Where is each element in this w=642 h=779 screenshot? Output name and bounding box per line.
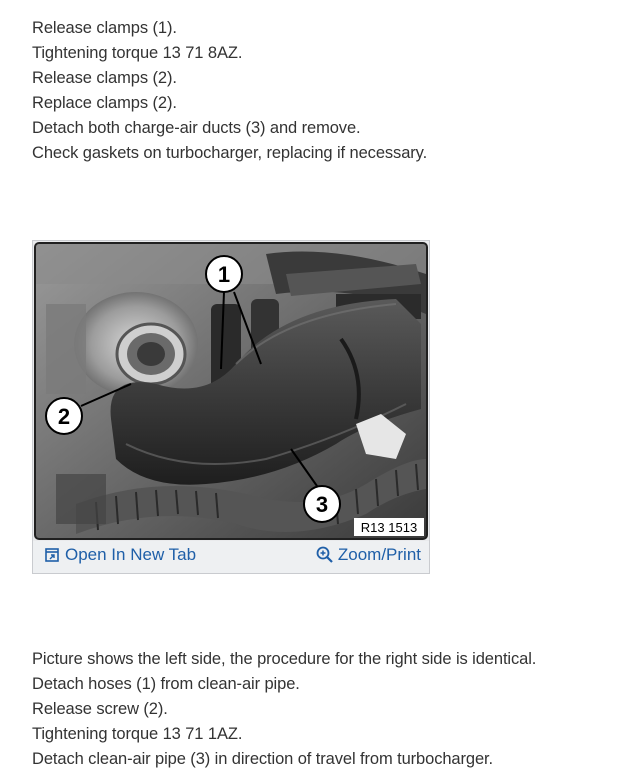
instruction-line: Release clamps (2). [32, 69, 177, 87]
engine-illustration[interactable] [34, 242, 428, 540]
instruction-line: Release screw (2). [32, 700, 168, 718]
callout-1 [206, 256, 242, 292]
instruction-line: Tightening torque 13 71 8AZ. [32, 44, 243, 62]
figure-card [32, 240, 430, 574]
instruction-line: Detach both charge-air ducts (3) and remove. [32, 119, 361, 137]
instruction-line: Detach hoses (1) from clean-air pipe. [32, 675, 300, 693]
instruction-line: Detach clean-air pipe (3) in direction of travel from turbocharger. [32, 750, 494, 768]
callout-2 [46, 398, 82, 434]
svg-text:R13 1513: R13 1513 [360, 520, 418, 535]
zoom-print-label: Zoom/Print [337, 545, 421, 564]
instruction-line: Picture shows the left side, the procedure for the right side is identical. [32, 650, 537, 668]
open-in-new-tab-label: Open In New Tab [65, 545, 197, 564]
magnifier-plus-icon [316, 546, 334, 564]
svg-text:2: 2 [57, 404, 71, 429]
instruction-line: Check gaskets on turbocharger, replacing if necessary. [32, 144, 428, 162]
instructions-bottom [32, 647, 536, 772]
callout-3 [304, 486, 340, 522]
engine-photo [36, 244, 426, 538]
figure-ref-code [354, 518, 424, 536]
zoom-print-link[interactable] [316, 545, 421, 565]
instruction-line: Replace clamps (2). [32, 94, 177, 112]
instructions-top [32, 16, 427, 166]
open-in-new-tab-link[interactable] [45, 545, 196, 565]
instruction-line: Release clamps (1). [32, 19, 177, 37]
open-in-new-tab-icon [45, 548, 59, 562]
svg-text:1: 1 [217, 262, 231, 287]
instruction-line: Tightening torque 13 71 1AZ. [32, 725, 243, 743]
figure-actions-bar [33, 541, 429, 573]
svg-text:3: 3 [315, 492, 329, 517]
